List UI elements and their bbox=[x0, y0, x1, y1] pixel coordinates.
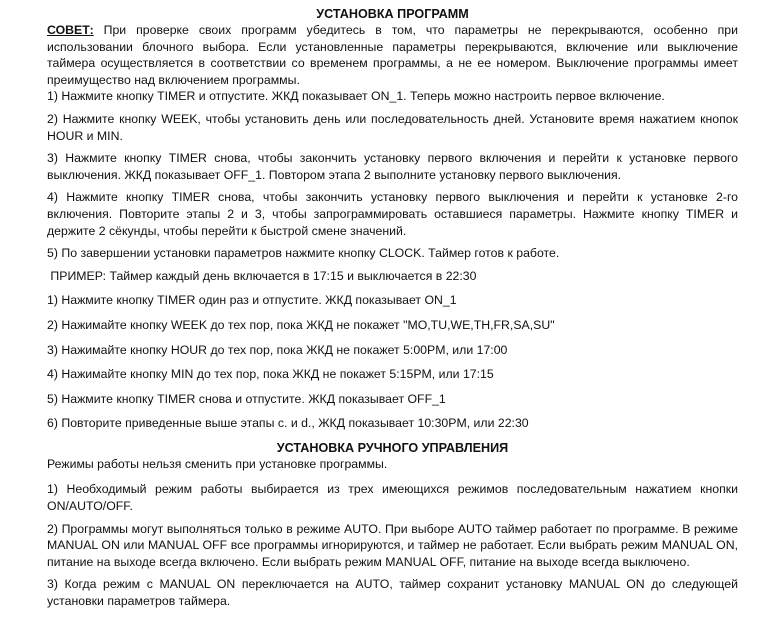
example-title: ПРИМЕР: Таймер каждый день включается в 17:15 и выключается в 22:30 bbox=[47, 268, 477, 283]
tip-paragraph bbox=[47, 22, 738, 88]
example-step-6: 6) Повторите приведенные выше этапы c. и d., ЖКД показывает 10:30PM, или 22:30 bbox=[47, 416, 529, 431]
manual-item-2: 2) Программы могут выполняться только в режиме AUTO. При выборе AUTO таймер работает по программе. В режиме MANUAL ON или MANUAL OFF все программы игнорируются, и таймер не работает. Если выбрать режим MANUAL ON, питание на выходе всегда включено. Если выбрать режим MANUAL OFF, питание на выходе всегда выключено. bbox=[47, 521, 738, 569]
manual-item-1: 1) Необходимый режим работы выбирается из трех имеющихся режимов последовательным нажатием кнопки ON/AUTO/OFF. bbox=[47, 482, 738, 514]
tip-text: При проверке своих программ убедитесь в том, что параметры не перекрываются, особенно при использовании блочного выбора. Если установленные параметры перекрываются, включение или выключение таймера осуществляется в соответствии со временем программы, а не ее номером. Выключение программы имеет преимущество над включением программы. bbox=[47, 23, 738, 87]
document-page bbox=[47, 6, 738, 610]
program-step-5: 5) По завершении установки параметров нажмите кнопку CLOCK. Таймер готов к работе. bbox=[47, 246, 560, 261]
manual-item-3: 3) Когда режим с MANUAL ON переключается на AUTO, таймер сохранит установку MANUAL ON до следующей установки параметров таймера. bbox=[47, 577, 738, 609]
tip-label: СОВЕТ: bbox=[47, 23, 94, 37]
example-step-4: 4) Нажимайте кнопку MIN до тех пор, пока ЖКД не покажет 5:15PM, или 17:15 bbox=[47, 367, 494, 382]
section-title-programs: УСТАНОВКА ПРОГРАММ bbox=[316, 7, 469, 21]
manual-intro: Режимы работы нельзя сменить при установке программы. bbox=[47, 456, 388, 471]
example-step-1: 1) Нажмите кнопку TIMER один раз и отпустите. ЖКД показывает ON_1 bbox=[47, 293, 457, 308]
program-step-1: 1) Нажмите кнопку TIMER и отпустите. ЖКД показывает ON_1. Теперь можно настроить первое включение. bbox=[47, 89, 665, 104]
program-step-2: 2) Нажмите кнопку WEEK, чтобы установить день или последовательность дней. Установите время нажатием кнопок HOUR и MIN. bbox=[47, 111, 738, 143]
program-step-4: 4) Нажмите кнопку TIMER снова, чтобы закончить установку первого выключения и перейти к установке 2-го включения. Повторите этапы 2 и 3, чтобы запрограммировать оставшиеся параметры. Нажмите кнопку TIMER и держите 2 сёкунды, чтобы перейти к быстрой смене значений. bbox=[47, 190, 738, 238]
section-title-manual: УСТАНОВКА РУЧНОГО УПРАВЛЕНИЯ bbox=[276, 440, 509, 455]
program-step-3: 3) Нажмите кнопку TIMER снова, чтобы закончить установку первого включения и перейти к установке первого выключения. ЖКД показывает OFF_1. Повтором этапа 2 выполните установку первого выключения. bbox=[47, 151, 738, 182]
example-step-3: 3) Нажимайте кнопку HOUR до тех пор, пока ЖКД не покажет 5:00PM, или 17:00 bbox=[47, 342, 508, 357]
example-step-2: 2) Нажимайте кнопку WEEK до тех пор, пока ЖКД не покажет "MO,TU,WE,TH,FR,SA,SU" bbox=[47, 317, 555, 332]
example-step-5: 5) Нажмите кнопку TIMER снова и отпустите. ЖКД показывает OFF_1 bbox=[47, 391, 446, 406]
